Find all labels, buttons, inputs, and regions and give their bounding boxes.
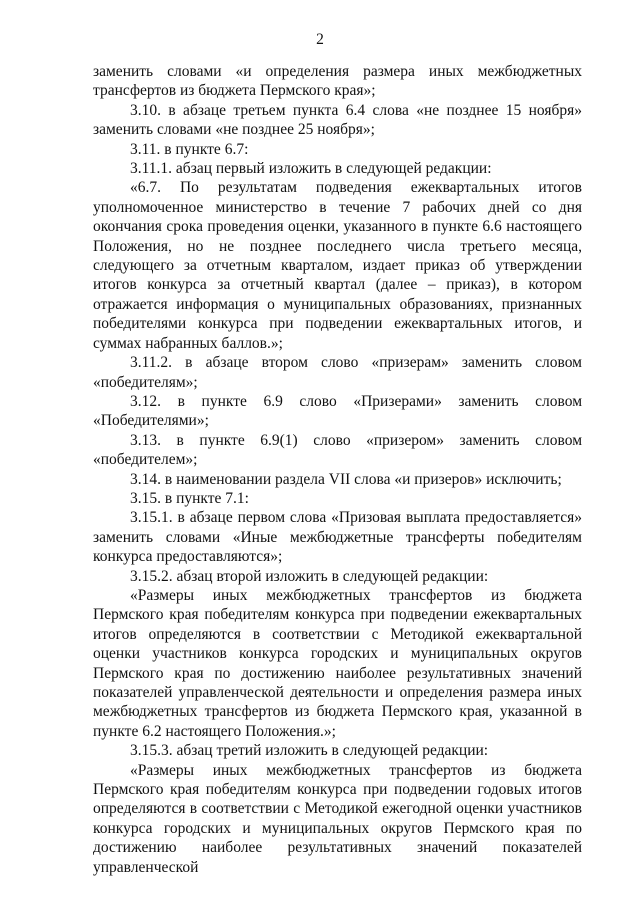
paragraph-item-3-14: 3.14. в наименовании раздела VII слова «и призеров» исключить; [130, 470, 562, 488]
paragraph-item-3-11: 3.11. в пункте 6.7: [130, 140, 249, 158]
paragraph-quote-annual: «Размеры иных межбюджетных трансфертов из бюджета Пермского края победителям конкурса при подведении годовых итогов определяются в соответствии с Методикой ежегодной оценки участников конкурса городских и муниципальных округов Пермского края по достижению наиболее результативных значений показателей управленческой [93, 761, 582, 876]
paragraph-item-3-13: 3.13. в пункте 6.9(1) слово «призером» заменить словом «победителем»; [93, 431, 582, 469]
paragraph-item-3-12: 3.12. в пункте 6.9 слово «Призерами» заменить словом «Победителями»; [93, 392, 582, 430]
paragraph-item-3-15: 3.15. в пункте 7.1: [130, 489, 249, 507]
paragraph-quote-quarterly: «Размеры иных межбюджетных трансфертов из бюджета Пермского края победителям конкурса при подведении ежеквартальных итогов определяются в соответствии с Методикой ежеквартальной оценки участников конкурса городских и муниципальных округов Пермского края по достижению наиболее результативных значений показателей управленческой деятельности и определения размера иных межбюджетных трансфертов из бюджета Пермского края, указанной в пункте 6.2 настоящего Положения.»; [93, 586, 582, 740]
paragraph-item-3-11-1: 3.11.1. абзац первый изложить в следующей редакции: [130, 160, 492, 178]
paragraph-continuation: заменить словами «и определения размера иных межбюджетных трансфертов из бюджета Пермского края»; [93, 63, 582, 100]
paragraph-item-3-11-2: 3.11.2. в абзаце втором слово «призерам» заменить словом «победителям»; [93, 354, 582, 391]
page-number: 2 [316, 31, 324, 48]
paragraph-item-3-15-3: 3.15.3. абзац третий изложить в следующей редакции: [130, 742, 489, 760]
paragraph-item-3-10: 3.10. в абзаце третьем пункта 6.4 слова «не позднее 15 ноября» заменить словами «не позднее 25 ноября»; [93, 101, 582, 139]
paragraph-quote-6-7: «6.7. По результатам подведения ежеквартальных итогов уполномоченное министерство в течение 7 рабочих дней со дня окончания срока проведения оценки, указанного в пункте 6.6 настоящего Положения, но не позднее последнего числа третьего месяца, следующего за отчетным кварталом, издает приказ об утверждении итогов конкурса за отчетный квартал (далее – приказ), в котором отражается информация о муниципальных образованиях, признанных победителями конкурса при подведении ежеквартальных итогов, и суммах набранных баллов.»; [93, 179, 582, 352]
paragraph-item-3-15-1: 3.15.1. в абзаце первом слова «Призовая выплата предоставляется» заменить словами «Иные межбюджетные трансферты победителям конкурса предоставляются»; [93, 509, 582, 566]
document-body [93, 62, 582, 877]
paragraph-item-3-15-2: 3.15.2. абзац второй изложить в следующей редакции: [130, 567, 489, 585]
